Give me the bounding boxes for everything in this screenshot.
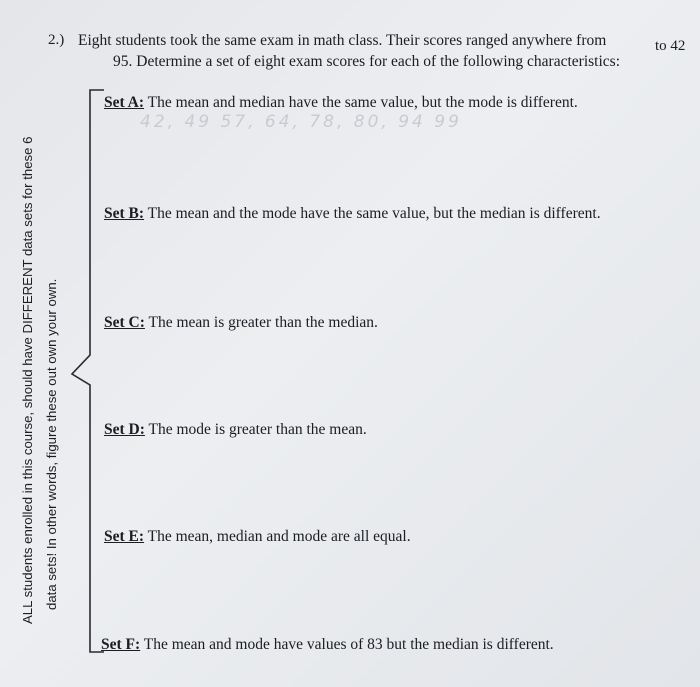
set-c-label: Set C: [104, 314, 145, 331]
set-f [101, 636, 554, 654]
question-line-1-end: to 42 [655, 38, 686, 54]
set-e-text: The mean, median and mode are all equal. [144, 528, 411, 545]
set-a [104, 94, 578, 112]
faint-handwritten-scores: 42, 49 57, 64, 78, 80, 94 99 [140, 112, 462, 132]
set-a-text: The mean and median have the same value, but the mode is different. [144, 94, 578, 111]
set-b [104, 205, 601, 223]
set-a-label: Set A: [104, 94, 145, 111]
side-note-line-2: data sets! In other words, figure these out own your own. [44, 278, 59, 610]
set-d-label: Set D: [104, 421, 145, 438]
set-d [104, 421, 367, 439]
set-c [104, 314, 378, 332]
question-line-2: 95. Determine a set of eight exam scores for each of the following characteristics: [113, 53, 620, 70]
set-b-text: The mean and the mode have the same value, but the median is different. [144, 205, 601, 222]
set-f-text: The mean and mode have values of 83 but the median is different. [140, 636, 554, 653]
set-c-text: The mean is greater than the median. [144, 314, 378, 331]
side-note-line-1: ALL students enrolled in this course, should have DIFFERENT data sets for these 6 [20, 136, 35, 624]
question-line-1: Eight students took the same exam in math class. Their scores ranged anywhere from [78, 32, 607, 49]
question-number: 2.) [48, 32, 65, 48]
set-b-label: Set B: [104, 205, 145, 222]
set-d-text: The mode is greater than the mean. [144, 421, 367, 438]
set-e-label: Set E: [104, 528, 145, 545]
set-e [104, 528, 411, 546]
set-f-label: Set F: [101, 636, 141, 653]
